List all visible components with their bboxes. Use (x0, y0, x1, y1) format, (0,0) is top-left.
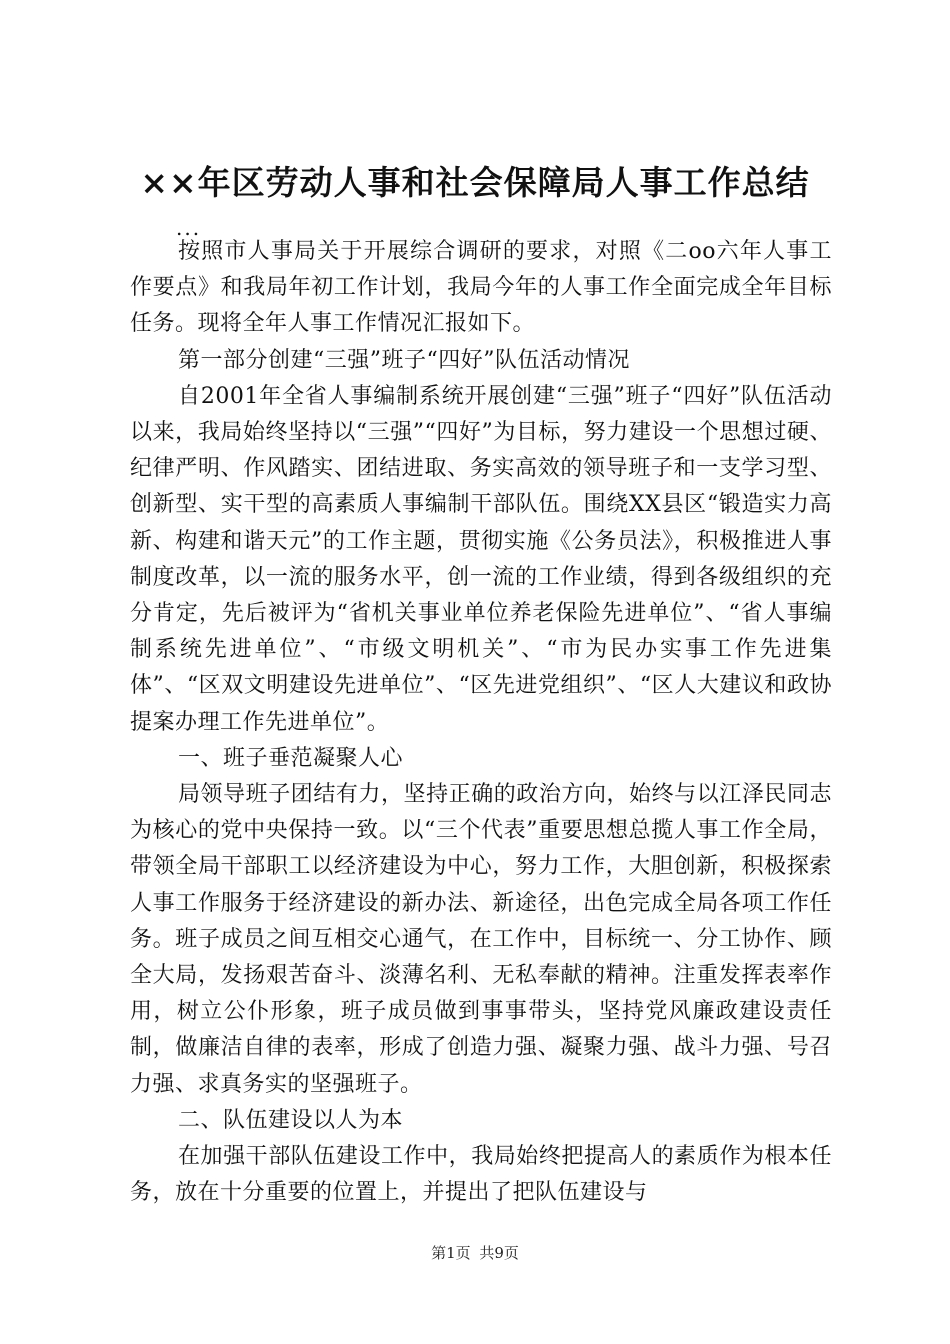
page-footer (0, 1242, 950, 1264)
title-ellipsis: ... (176, 216, 202, 240)
subsection-one-paragraph: 局领导班子团结有力，坚持正确的政治方向，始终与以江泽民同志为核心的党中央保持一致。以“三个代表”重要思想总揽人事工作全局，带领全局干部职工以经济建设为中心，努力工作，大胆创新，积极探索人事工作服务于经济建设的新办法、新途径，出色完成全局各项工作任务。班子成员之间互相交心通气，在工作中，目标统一、分工协作、顾全大局，发扬艰苦奋斗、淡薄名利、无私奉献的精神。注重发挥表率作用，树立公仆形象，班子成员做到事事带头，坚持党风廉政建设责任制，做廉洁自律的表率，形成了创造力强、凝聚力强、战斗力强、号召力强、求真务实的坚强班子。 (130, 782, 832, 1097)
subsection-heading-one: 一、班子垂范凝聚人心 (178, 745, 404, 771)
section-heading-part-one: 第一部分创建“三强”班子“四好”队伍活动情况 (178, 347, 630, 373)
subsection-heading-two: 二、队伍建设以人为本 (178, 1107, 404, 1133)
part-one-paragraph: 自2001年全省人事编制系统开展创建“三强”班子“四好”队伍活动以来，我局始终坚持以“三强”“四好”为目标，努力建设一个思想过硬、纪律严明、作风踏实、团结进取、务实高效的领导班子和一支学习型、创新型、实干型的高素质人事编制干部队伍。围绕XX县区“锻造实力高新、构建和谐天元”的工作主题，贯彻实施《公务员法》，积极推进人事制度改革，以一流的服务水平，创一流的工作业绩，得到各级组织的充分肯定，先后被评为“省机关事业单位养老保险先进单位”、“省人事编制系统先进单位”、“市级文明机关”、“市为民办实事工作先进集体”、“区双文明建设先进单位”、“区先进党组织”、“区人大建议和政协提案办理工作先进单位”。 (130, 383, 832, 735)
page-total: 共9页 (479, 1244, 519, 1262)
document-body (130, 234, 832, 1211)
subsection-two-paragraph: 在加强干部队伍建设工作中，我局始终把提高人的素质作为根本任务，放在十分重要的位置上，并提出了把队伍建设与 (130, 1144, 832, 1206)
document-title: ××年区劳动人事和社会保障局人事工作总结 (140, 163, 810, 202)
intro-paragraph: 按照市人事局关于开展综合调研的要求，对照《二oo六年人事工作要点》和我局年初工作计划，我局今年的人事工作全面完成全年目标任务。现将全年人事工作情况汇报如下。 (130, 239, 832, 337)
page-number: 第1页 (431, 1244, 471, 1262)
